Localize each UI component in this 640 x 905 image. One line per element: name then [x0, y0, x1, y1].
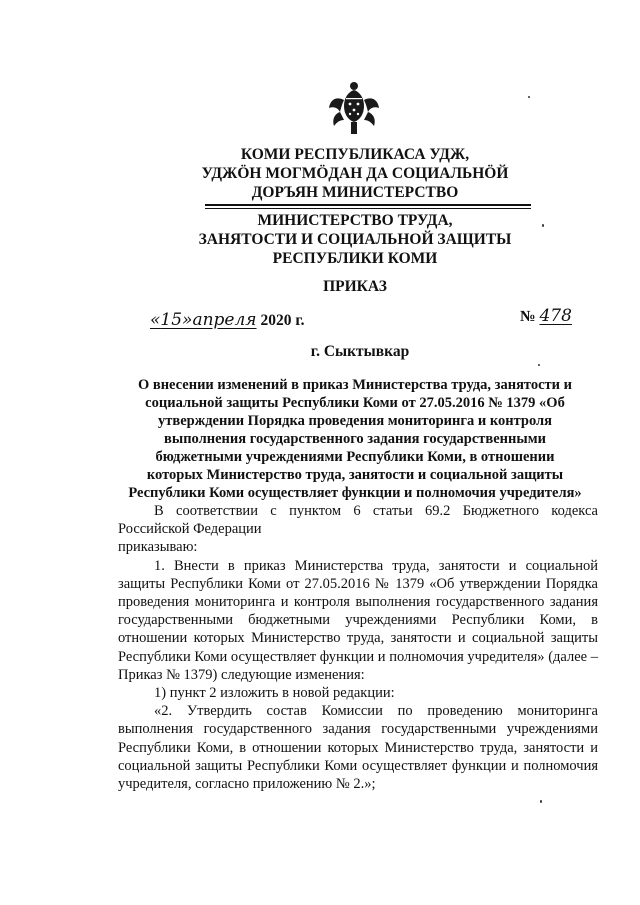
- scan-speck: [542, 224, 544, 227]
- date-month-handwritten: апреля: [192, 310, 257, 330]
- header-komi-block: [160, 145, 550, 202]
- header-komi-line-2: УДЖӦН МОГМӦДАН ДА СОЦИАЛЬНӦЙ: [201, 165, 509, 182]
- header-divider-thick: [205, 204, 531, 206]
- scan-speck: [538, 364, 540, 366]
- order-number-sign: №: [520, 308, 536, 325]
- order-number: [520, 306, 572, 326]
- subject-line: которых Министерство труда, занятости и социальной защиты: [146, 467, 564, 483]
- header-komi-line-3: ДОРЪЯН МИНИСТЕРСТВО: [251, 184, 459, 201]
- header-divider-thin: [205, 208, 531, 209]
- subject-line: Республики Коми осуществляет функции и полномочия учредителя»: [128, 485, 582, 501]
- scan-speck: [528, 96, 530, 98]
- body-paragraph-new-wording: «2. Утвердить состав Комиссии по проведению мониторинга выполнения государственного задания государственными учреждениями Республики Коми, в отношении которых Министерство труда, занятости и социальной защиты Республики Коми осуществляет функции и полномочия учредителя, согласно приложению № 2.»;: [118, 703, 598, 793]
- order-subject: [120, 376, 590, 502]
- subject-line: выполнения государственного задания государственными: [164, 431, 546, 447]
- date-close-quote: »: [182, 310, 193, 330]
- body-paragraph-item-1: 1. Внести в приказ Министерства труда, занятости и социальной защиты Республики Коми от 27.05.2016 № 1379 «Об утверждении Порядка проведения мониторинга и контроля выполнения государственного задания государственными бюджетными учреждениями Республики Коми, в отношении которых Министерство труда, занятости и социальной защиты Республики Коми осуществляет функции и полномочия учредителя» (далее – Приказ № 1379) следующие изменения:: [118, 557, 598, 683]
- subject-line: О внесении изменений в приказ Министерства труда, занятости и: [137, 377, 573, 393]
- coat-of-arms-emblem: [326, 78, 382, 136]
- date-day-handwritten: 15: [160, 310, 183, 330]
- document-type-title: ПРИКАЗ: [323, 278, 387, 295]
- order-number-handwritten: 478: [539, 306, 572, 326]
- header-ru-line-1: МИНИСТЕРСТВО ТРУДА,: [257, 212, 453, 229]
- order-date: [150, 310, 304, 330]
- subject-line: социальной защиты Республики Коми от 27.05.2016 № 1379 «Об: [145, 395, 565, 411]
- order-body: [118, 502, 598, 793]
- body-paragraph-order: приказываю:: [118, 539, 198, 556]
- header-russian-block: [160, 211, 550, 268]
- subject-line: бюджетными учреждениями Республики Коми, в отношении: [155, 449, 555, 465]
- header-komi-line-1: КОМИ РЕСПУБЛИКАСА УДЖ,: [240, 146, 470, 163]
- subject-line: утверждении Порядка проведения мониторинга и контроля: [158, 413, 552, 429]
- scan-speck: [540, 800, 542, 803]
- body-paragraph-subitem-1: 1) пункт 2 изложить в новой редакции:: [154, 685, 395, 702]
- date-year: 2020 г.: [260, 312, 305, 329]
- header-ru-line-2: ЗАНЯТОСТИ И СОЦИАЛЬНОЙ ЗАЩИТЫ: [198, 231, 512, 248]
- date-open-quote: «: [150, 310, 161, 330]
- body-paragraph-basis: В соответствии с пунктом 6 статьи 69.2 Бюджетного кодекса Российской Федерации: [118, 503, 598, 538]
- city-line: г. Сыктывкар: [310, 343, 410, 360]
- header-ru-line-3: РЕСПУБЛИКИ КОМИ: [272, 250, 438, 267]
